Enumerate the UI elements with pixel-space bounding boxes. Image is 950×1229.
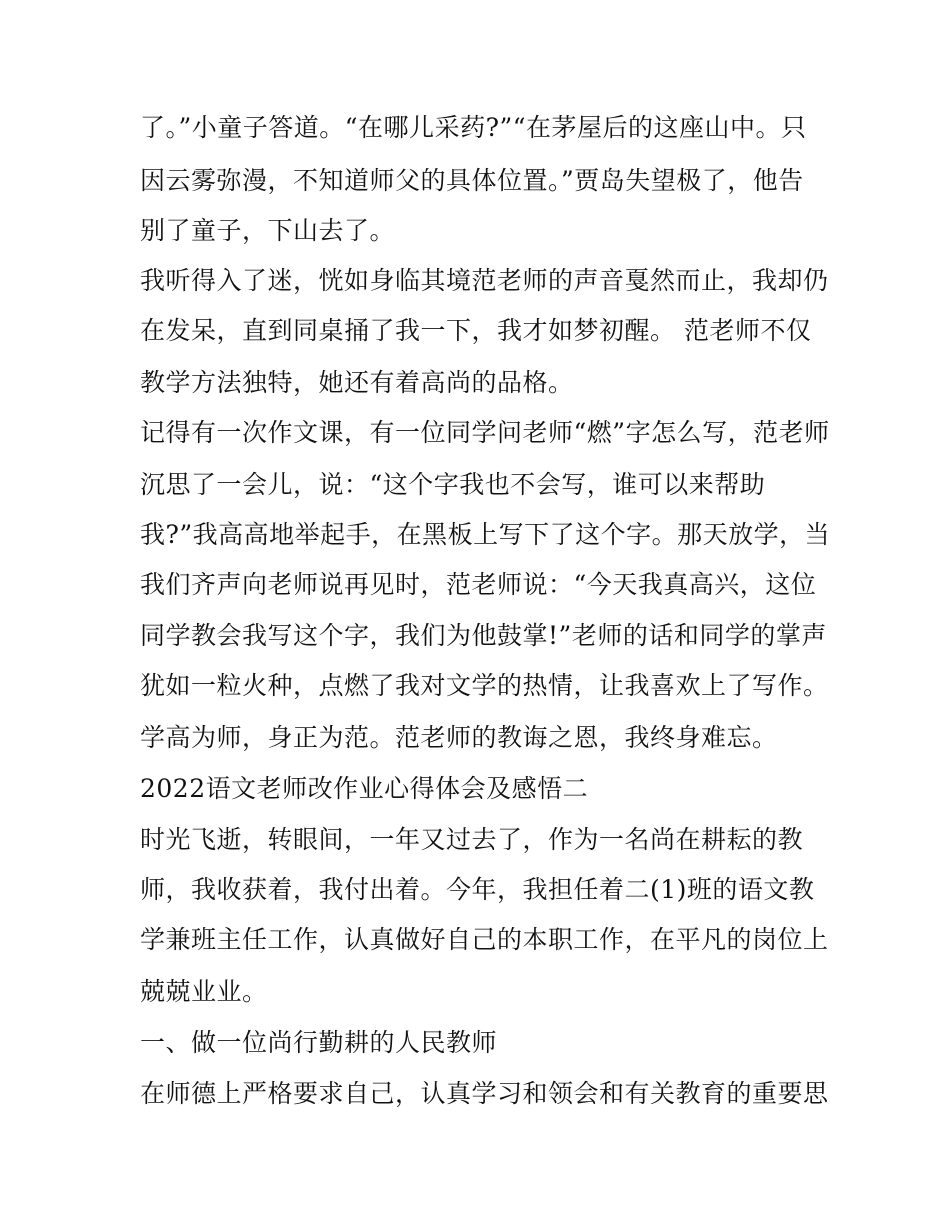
text-line: 犹如一粒火种，点燃了我对文学的热情，让我喜欢上了写作。 [140, 671, 829, 700]
text-line: 在师德上严格要求自己，认真学习和领会和有关教育的重要思 [140, 1079, 829, 1108]
text-line: 师，我收获着，我付出着。今年，我担任着二(1)班的语文教 [140, 875, 815, 904]
text-line: 因云雾弥漫，不知道师父的具体位置。”贾岛失望极了，他告 [140, 166, 804, 195]
text-line: 我听得入了迷，恍如身临其境范老师的声音戛然而止，我却仍 [140, 266, 829, 295]
text-line: 教学方法独特，她还有着高尚的品格。 [140, 368, 574, 397]
text-line: 学高为师，身正为范。范老师的教诲之恩，我终身难忘。 [140, 723, 778, 752]
text-line: 沉思了一会儿，说：“这个字我也不会写，谁可以来帮助 [140, 470, 766, 499]
text-line: 了。”小童子答道。“在哪儿采药?”“在茅屋后的这座山中。只 [140, 113, 807, 142]
text-line: 我?”我高高地举起手，在黑板上写下了这个字。那天放学，当 [140, 520, 831, 549]
text-line: 同学教会我写这个字，我们为他鼓掌!”老师的话和同学的掌声 [140, 621, 827, 650]
section-heading: 2022语文老师改作业心得体会及感悟二 [140, 774, 589, 803]
text-line: 记得有一次作文课，有一位同学问老师“燃”字怎么写，范老师 [140, 418, 830, 447]
text-line: 在发呆，直到同桌捅了我一下，我才如梦初醒。 范老师不仅 [140, 316, 812, 345]
text-line: 别了童子，下山去了。 [140, 216, 396, 245]
section-heading: 一、做一位尚行勤耕的人民教师 [140, 1028, 498, 1057]
text-line: 兢兢业业。 [140, 977, 268, 1006]
text-line: 时光飞逝，转眼间，一年又过去了，作为一名尚在耕耘的教 [140, 825, 804, 854]
text-line: 学兼班主任工作，认真做好自己的本职工作，在平凡的岗位上 [140, 925, 829, 954]
text-line: 我们齐声向老师说再见时，范老师说：“今天我真高兴，这位 [140, 570, 817, 599]
